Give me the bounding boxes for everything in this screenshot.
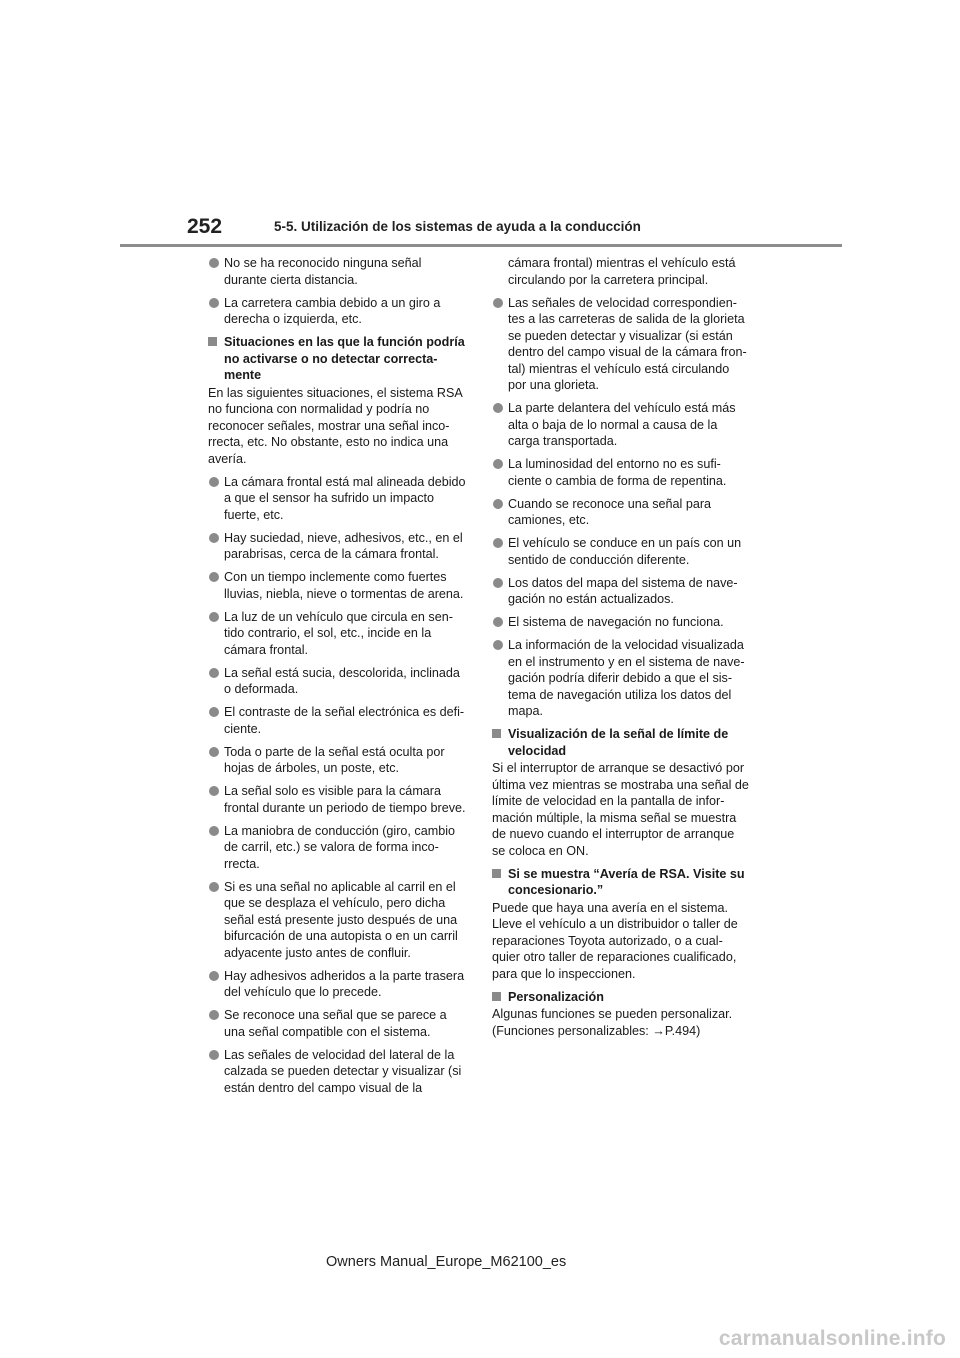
bullet-icon	[209, 1050, 219, 1060]
list-item: La señal está sucia, descolorida, inclinada o deformada.	[208, 665, 466, 698]
square-bullet-icon	[492, 729, 501, 738]
list-item: La luminosidad del entorno no es sufi-ciente o cambia de forma de repentina.	[492, 456, 750, 489]
list-item: La carretera cambia debido a un giro a derecha o izquierda, etc.	[208, 295, 466, 328]
bullet-icon	[209, 882, 219, 892]
bullet-icon	[209, 258, 219, 268]
list-item: Si es una señal no aplicable al carril en el que se desplaza el vehículo, pero dicha señal está presente justo después de una bifurcación de una autopista o en un carril adyacente justo antes de confluir.	[208, 879, 466, 962]
list-item: Se reconoce una señal que se parece a una señal compatible con el sistema.	[208, 1007, 466, 1040]
list-item: El contraste de la señal electrónica es defi-ciente.	[208, 704, 466, 737]
section-heading: Personalización	[492, 989, 750, 1006]
list-item: Con un tiempo inclemente como fuertes lluvias, niebla, nieve o tormentas de arena.	[208, 569, 466, 602]
list-item: El vehículo se conduce en un país con un sentido de conducción diferente.	[492, 535, 750, 568]
section-paragraph: Si el interruptor de arranque se desactivó por última vez mientras se mostraba una señal de límite de velocidad en la pantalla de infor-mación múltiple, la misma señal se muestra de nuevo cuando el interruptor de arranque se coloca en ON.	[492, 761, 749, 858]
list-item: No se ha reconocido ninguna señal durante cierta distancia.	[208, 255, 466, 288]
square-bullet-icon	[492, 992, 501, 1001]
bullet-icon	[209, 572, 219, 582]
bullet-icon	[209, 707, 219, 717]
list-item: Hay adhesivos adheridos a la parte trasera del vehículo que lo precede.	[208, 968, 466, 1001]
bullet-icon	[493, 403, 503, 413]
bullet-icon	[493, 499, 503, 509]
list-item: Hay suciedad, nieve, adhesivos, etc., en el parabrisas, cerca de la cámara frontal.	[208, 530, 466, 563]
header-rule	[120, 244, 842, 247]
footer-doc-id: Owners Manual_Europe_M62100_es	[326, 1254, 567, 1270]
section-heading: Visualización de la señal de límite de velocidad	[492, 726, 750, 759]
bullet-icon	[493, 298, 503, 308]
left-column	[208, 255, 466, 1103]
list-item: La luz de un vehículo que circula en sen-tido contrario, el sol, etc., incide en la cámara frontal.	[208, 609, 466, 659]
list-item: La señal solo es visible para la cámara frontal durante un periodo de tiempo breve.	[208, 783, 466, 816]
section-paragraph: En las siguientes situaciones, el sistema RSA no funciona con normalidad y podría no reconocer señales, mostrar una señal inco-rrecta, etc. No obstante, esto no indica una avería.	[208, 385, 463, 466]
bullet-icon	[209, 747, 219, 757]
list-item: La cámara frontal está mal alineada debido a que el sensor ha sufrido un impacto fuerte, etc.	[208, 474, 466, 524]
bullet-icon	[209, 612, 219, 622]
bullet-icon	[209, 1010, 219, 1020]
section-heading: Si se muestra “Avería de RSA. Visite su concesionario.”	[492, 866, 750, 899]
list-item: La parte delantera del vehículo está más alta o baja de lo normal a causa de la carga transportada.	[492, 400, 750, 450]
bullet-icon	[493, 459, 503, 469]
section-paragraph: Algunas funciones se pueden personalizar. (Funciones personalizables: →P.494)	[492, 1007, 733, 1038]
square-bullet-icon	[208, 337, 217, 346]
page-number: 252	[187, 215, 223, 238]
section-paragraph: Puede que haya una avería en el sistema. Lleve el vehículo a un distribuidor o taller de reparaciones Toyota autorizado, o a cual-quier otro taller de reparaciones cualificado, para que lo inspeccionen.	[492, 900, 738, 981]
list-item: Las señales de velocidad del lateral de la calzada se pueden detectar y visualizar (si están dentro del campo visual de la	[208, 1047, 466, 1097]
bullet-icon	[493, 578, 503, 588]
section-title: 5-5. Utilización de los sistemas de ayuda a la conducción	[274, 219, 641, 234]
list-item: Toda o parte de la señal está oculta por hojas de árboles, un poste, etc.	[208, 744, 466, 777]
list-item: Cuando se reconoce una señal para camiones, etc.	[492, 496, 750, 529]
bullet-icon	[209, 477, 219, 487]
bullet-icon	[209, 971, 219, 981]
list-item: Los datos del mapa del sistema de nave-gación no están actualizados.	[492, 575, 750, 608]
list-item: Las señales de velocidad correspondien-tes a las carreteras de salida de la glorieta se pueden detectar y visualizar (si están dentro del campo visual de la cámara fron-tal) mientras el vehículo está circulando por una glorieta.	[492, 295, 750, 394]
bullet-icon	[209, 668, 219, 678]
square-bullet-icon	[492, 869, 501, 878]
bullet-icon	[209, 826, 219, 836]
bullet-icon	[493, 538, 503, 548]
bullet-icon	[209, 786, 219, 796]
list-item: El sistema de navegación no funciona.	[492, 614, 750, 631]
bullet-icon	[209, 298, 219, 308]
right-column	[492, 255, 750, 1046]
list-item-continuation: cámara frontal) mientras el vehículo está circulando por la carretera principal.	[508, 256, 736, 287]
section-heading: Situaciones en las que la función podría no activarse o no detectar correcta-mente	[208, 334, 466, 384]
bullet-icon	[209, 533, 219, 543]
bullet-icon	[493, 617, 503, 627]
list-item: La información de la velocidad visualizada en el instrumento y en el sistema de nave-gación podría diferir debido a que el sis-tema de navegación utiliza los datos del mapa.	[492, 637, 750, 720]
bullet-icon	[493, 640, 503, 650]
list-item: La maniobra de conducción (giro, cambio de carril, etc.) se valora de forma inco-rrecta.	[208, 823, 466, 873]
watermark: carmanualsonline.info	[718, 1327, 946, 1350]
